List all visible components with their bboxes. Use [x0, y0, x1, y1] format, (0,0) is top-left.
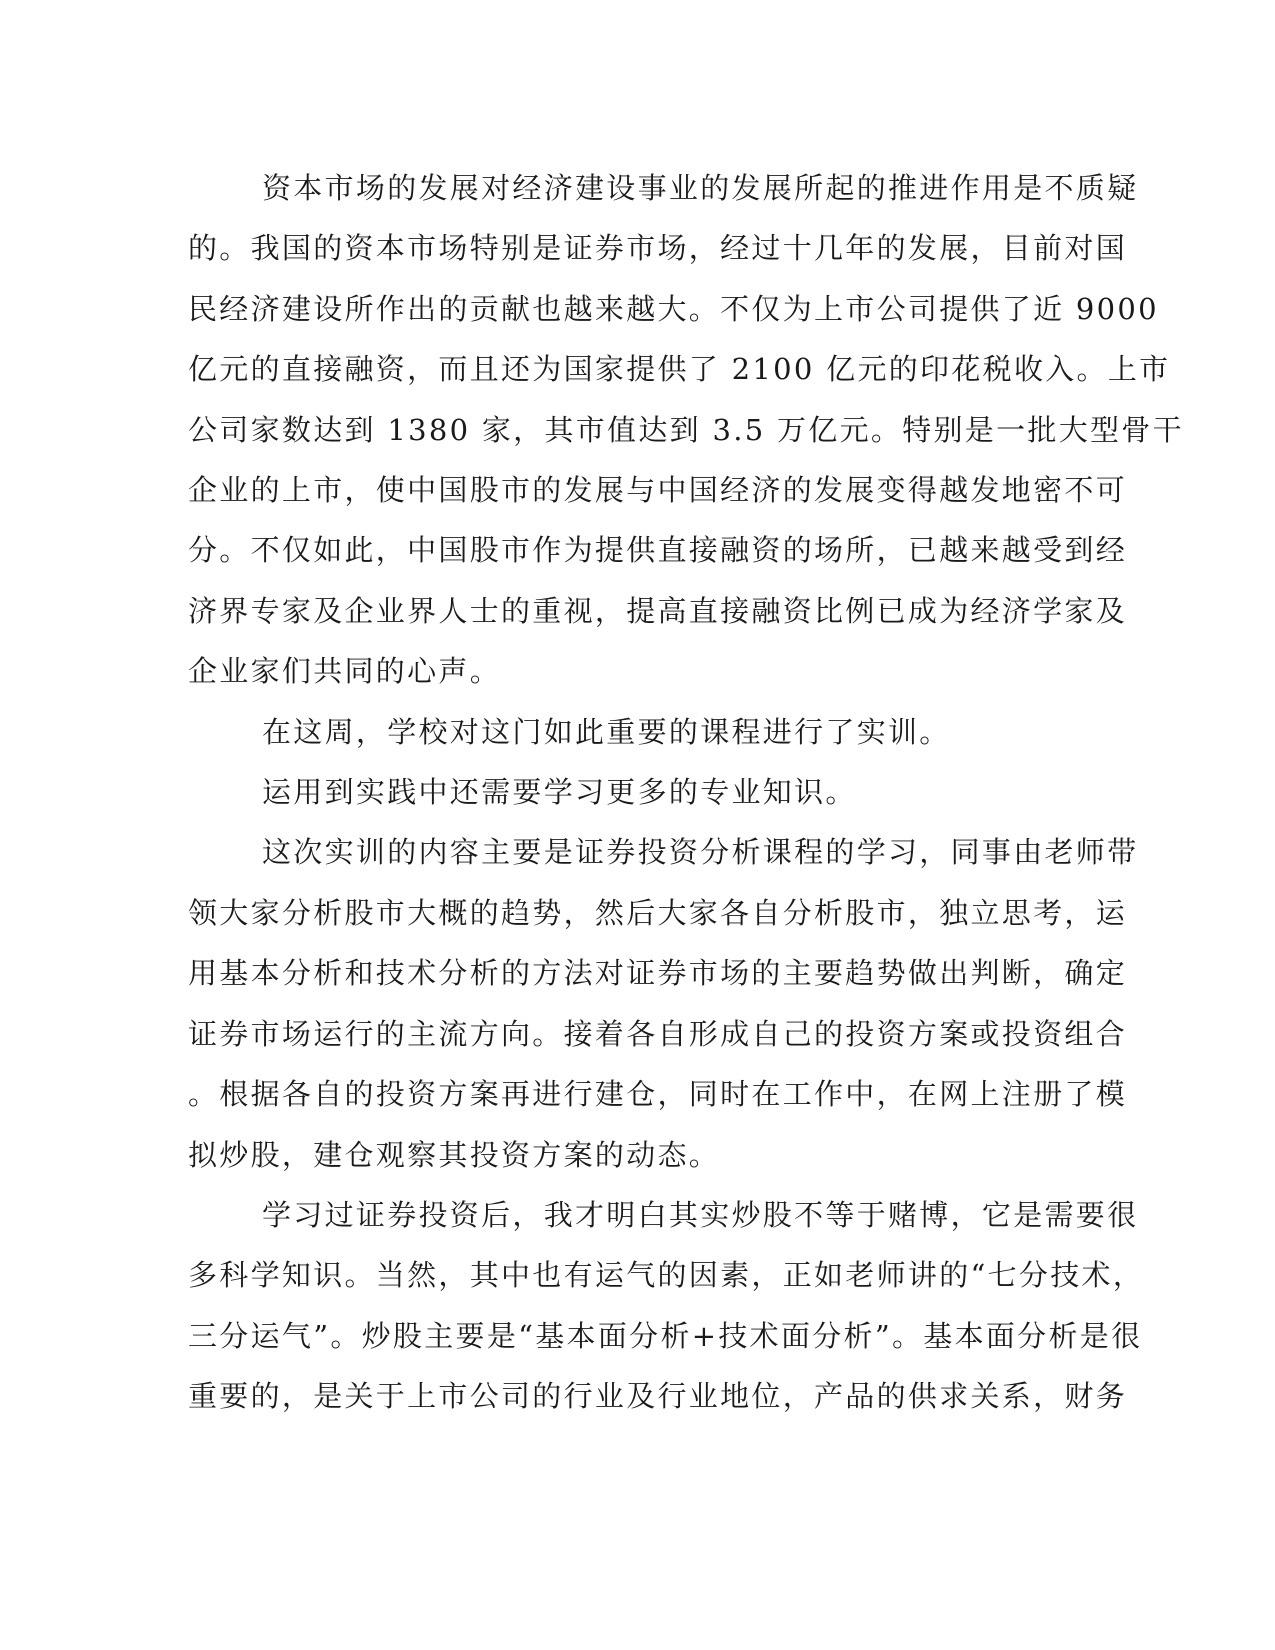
text-line: 领大家分析股市大概的趋势，然后大家各自分析股市，独立思考，运 — [188, 895, 1128, 930]
text-line: 多科学知识。当然，其中也有运气的因素，正如老师讲的“七分技术， — [188, 1258, 1145, 1293]
text-line: 证券市场运行的主流方向。接着各自形成自己的投资方案或投资组合 — [188, 1016, 1128, 1051]
text-line: 企业的上市，使中国股市的发展与中国经济的发展变得越发地密不可 — [188, 473, 1128, 508]
paragraph-securities-learning — [188, 1185, 1145, 1427]
text-line: 的。我国的资本市场特别是证券市场，经过十几年的发展，目前对国 — [188, 231, 1128, 266]
text-line: 重要的，是关于上市公司的行业及行业地位，产品的供求关系，财务 — [188, 1379, 1128, 1414]
text-line: 运用到实践中还需要学习更多的专业知识。 — [262, 775, 857, 810]
paragraph-practice — [188, 762, 1068, 822]
text-line: 在这周，学校对这门如此重要的课程进行了实训。 — [262, 714, 951, 749]
text-line: 学习过证券投资后，我才明白其实炒股不等于赌博，它是需要很 — [262, 1197, 1139, 1232]
text-line: 拟炒股，建仓观察其投资方案的动态。 — [188, 1137, 721, 1172]
paragraph-capital-market — [188, 158, 1184, 702]
document-body — [188, 158, 1184, 1427]
text-line: 。根据各自的投资方案再进行建仓，同时在工作中，在网上注册了模 — [188, 1077, 1128, 1112]
text-line: 用基本分析和技术分析的方法对证券市场的主要趋势做出判断，确定 — [188, 956, 1128, 991]
text-line: 三分运气”。炒股主要是“基本面分析+技术面分析”。基本面分析是很 — [188, 1318, 1143, 1353]
paragraph-training-content — [188, 822, 1139, 1184]
text-line: 企业家们共同的心声。 — [188, 654, 502, 689]
text-line: 民经济建设所作出的贡献也越来越大。不仅为上市公司提供了近 9000 — [188, 291, 1159, 326]
paragraph-training-week — [188, 702, 1068, 762]
text-line: 济界专家及企业界人士的重视，提高直接融资比例已成为经济学家及 — [188, 593, 1128, 628]
text-line: 这次实训的内容主要是证券投资分析课程的学习，同事由老师带 — [262, 835, 1139, 870]
text-line: 分。不仅如此，中国股市作为提供直接融资的场所，已越来越受到经 — [188, 533, 1128, 568]
text-line: 资本市场的发展对经济建设事业的发展所起的推进作用是不质疑 — [262, 171, 1139, 205]
text-line: 亿元的直接融资，而且还为国家提供了 2100 亿元的印花税收入。上市 — [188, 352, 1171, 387]
text-line: 公司家数达到 1380 家，其市值达到 3.5 万亿元。特别是一批大型骨干 — [188, 412, 1184, 447]
